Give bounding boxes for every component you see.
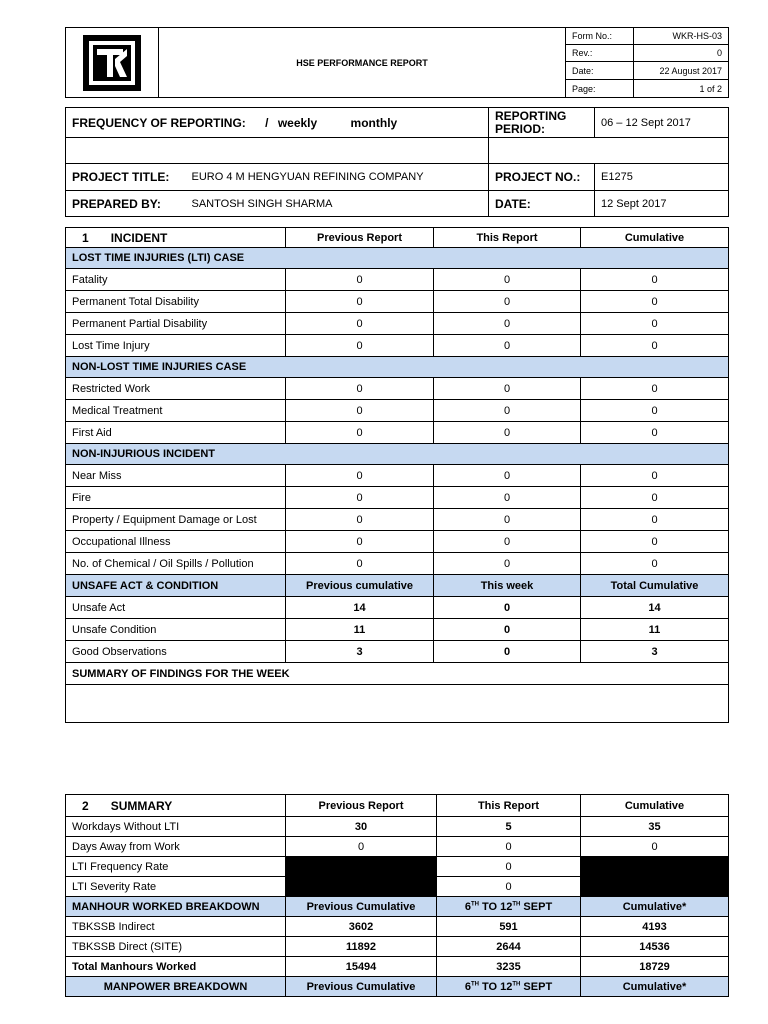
- frequency-monthly: monthly: [350, 115, 398, 130]
- table-row: [66, 817, 729, 837]
- this-value: 0: [434, 641, 581, 663]
- report-title: HSE PERFORMANCE REPORT: [159, 28, 566, 98]
- project-info: [65, 107, 728, 216]
- this-value: 0: [434, 487, 581, 509]
- this-value: 0: [434, 465, 581, 487]
- previous-value: 0: [286, 378, 434, 400]
- table-row: [66, 531, 729, 553]
- this-value: 591: [437, 917, 581, 937]
- col-previous-cumulative: Previous Cumulative: [286, 897, 437, 917]
- frequency-label: FREQUENCY OF REPORTING:: [72, 115, 246, 130]
- table-row: [66, 937, 729, 957]
- incident-header-row: [66, 228, 729, 248]
- summary-title: SUMMARY: [110, 798, 173, 813]
- col-cumulative-star: Cumulative*: [581, 977, 729, 997]
- col-this-report: This Report: [437, 795, 581, 817]
- summary-heading: [66, 795, 286, 817]
- row-label: Property / Equipment Damage or Lost: [66, 509, 286, 531]
- previous-value: 0: [286, 509, 434, 531]
- previous-value: 11892: [286, 937, 437, 957]
- prepared-by-label: PREPARED BY:: [66, 191, 186, 217]
- this-value: 0: [434, 422, 581, 444]
- this-value: 0: [437, 877, 581, 897]
- row-label: Permanent Total Disability: [66, 291, 286, 313]
- cumulative-value: 14: [581, 597, 729, 619]
- this-value: 5: [437, 817, 581, 837]
- cumulative-value: [581, 877, 729, 897]
- company-logo-icon: [83, 35, 141, 91]
- previous-value: 0: [286, 269, 434, 291]
- cumulative-value: 0: [581, 291, 729, 313]
- page-value: 1 of 2: [634, 80, 729, 98]
- table-row: [66, 422, 729, 444]
- table-row: [66, 553, 729, 575]
- cumulative-value: 3: [581, 641, 729, 663]
- this-value: 0: [434, 291, 581, 313]
- this-value: 0: [434, 269, 581, 291]
- period-text: TH: [470, 980, 479, 987]
- findings-label-row: [66, 663, 729, 685]
- manpower-header-row: [66, 977, 729, 997]
- table-row: [66, 837, 729, 857]
- this-value: 0: [434, 400, 581, 422]
- row-label: Restricted Work: [66, 378, 286, 400]
- table-row: [66, 917, 729, 937]
- company-logo: [72, 35, 152, 91]
- this-value: 0: [434, 619, 581, 641]
- this-value: 0: [437, 837, 581, 857]
- summary-findings-box: [66, 685, 729, 723]
- row-label: Permanent Partial Disability: [66, 313, 286, 335]
- this-value: 0: [434, 378, 581, 400]
- date-info-label: DATE:: [489, 191, 595, 217]
- previous-value: 3: [286, 641, 434, 663]
- project-no-value: E1275: [595, 164, 729, 191]
- previous-value: [286, 877, 437, 897]
- section-header: NON-INJURIOUS INCIDENT: [66, 444, 729, 465]
- previous-value: 0: [286, 422, 434, 444]
- table-row: [66, 619, 729, 641]
- manpower-header: MANPOWER BREAKDOWN: [66, 977, 286, 997]
- col-this-report: This Report: [434, 228, 581, 248]
- row-label: LTI Frequency Rate: [66, 857, 286, 877]
- previous-value: 0: [286, 465, 434, 487]
- row-label: TBKSSB Direct (SITE): [66, 937, 286, 957]
- cumulative-value: 35: [581, 817, 729, 837]
- cumulative-value: 0: [581, 422, 729, 444]
- previous-value: 0: [286, 291, 434, 313]
- period-text: SEPT: [520, 980, 553, 993]
- table-row: [66, 269, 729, 291]
- previous-value: 0: [286, 313, 434, 335]
- this-value: 0: [434, 597, 581, 619]
- table-row: [66, 641, 729, 663]
- section-header: NON-LOST TIME INJURIES CASE: [66, 357, 729, 378]
- date-info-value: 12 Sept 2017: [595, 191, 729, 217]
- period-text: 6: [464, 900, 471, 913]
- manhour-header-row: [66, 897, 729, 917]
- row-label: Fatality: [66, 269, 286, 291]
- cumulative-value: 0: [581, 269, 729, 291]
- col-cumulative: Cumulative: [581, 795, 729, 817]
- table-row: [66, 465, 729, 487]
- previous-value: [286, 857, 437, 877]
- col-this-week: This week: [434, 575, 581, 597]
- total-cumulative: 18729: [581, 957, 729, 977]
- row-label: Days Away from Work: [66, 837, 286, 857]
- col-previous-cumulative: Previous cumulative: [286, 575, 434, 597]
- summary-header-row: [66, 795, 729, 817]
- reporting-period-value: 06 – 12 Sept 2017: [595, 108, 729, 138]
- incident-number: 1: [82, 230, 89, 245]
- frequency-mark: /: [265, 115, 269, 130]
- manhour-header: MANHOUR WORKED BREAKDOWN: [66, 897, 286, 917]
- incident-section: [65, 227, 728, 723]
- col-cumulative-star: Cumulative*: [581, 897, 729, 917]
- cumulative-value: 0: [581, 313, 729, 335]
- project-no-label: PROJECT NO.:: [489, 164, 595, 191]
- row-label: Fire: [66, 487, 286, 509]
- incident-title: INCIDENT: [110, 230, 168, 245]
- col-previous-report: Previous Report: [286, 795, 437, 817]
- section-header-row: [66, 248, 729, 269]
- this-value: 0: [434, 531, 581, 553]
- table-row: [66, 400, 729, 422]
- cumulative-value: 0: [581, 378, 729, 400]
- total-row: [66, 957, 729, 977]
- col-previous-cumulative: Previous Cumulative: [286, 977, 437, 997]
- previous-value: 0: [286, 400, 434, 422]
- col-cumulative: Cumulative: [581, 228, 729, 248]
- previous-value: 0: [286, 335, 434, 357]
- period-text: TH: [512, 900, 521, 907]
- cumulative-value: 0: [581, 837, 729, 857]
- col-total-cumulative: Total Cumulative: [581, 575, 729, 597]
- table-row: [66, 378, 729, 400]
- findings-box-row: [66, 685, 729, 723]
- row-label: TBKSSB Indirect: [66, 917, 286, 937]
- unsafe-header: UNSAFE ACT & CONDITION: [66, 575, 286, 597]
- rev-value: 0: [634, 45, 729, 62]
- form-header: [65, 27, 728, 97]
- previous-value: 0: [286, 531, 434, 553]
- section-header-row: [66, 357, 729, 378]
- prepared-by-value: SANTOSH SINGH SHARMA: [186, 191, 489, 217]
- previous-value: 0: [286, 553, 434, 575]
- row-label: LTI Severity Rate: [66, 877, 286, 897]
- summary-findings-label: SUMMARY OF FINDINGS FOR THE WEEK: [66, 663, 729, 685]
- logo-cell: [66, 28, 159, 98]
- previous-value: 11: [286, 619, 434, 641]
- incident-heading: [66, 228, 286, 248]
- table-row: [66, 509, 729, 531]
- form-no-label: Form No.:: [566, 28, 634, 45]
- project-title-label: PROJECT TITLE:: [66, 164, 186, 191]
- this-value: 0: [437, 857, 581, 877]
- col-previous-report: Previous Report: [286, 228, 434, 248]
- period-text: TO 12: [478, 900, 513, 913]
- cumulative-value: 11: [581, 619, 729, 641]
- row-label: No. of Chemical / Oil Spills / Pollution: [66, 553, 286, 575]
- reporting-period-label: REPORTING PERIOD:: [489, 108, 595, 138]
- row-label: Occupational Illness: [66, 531, 286, 553]
- total-this: 3235: [437, 957, 581, 977]
- total-previous: 15494: [286, 957, 437, 977]
- previous-value: 0: [286, 487, 434, 509]
- row-label: First Aid: [66, 422, 286, 444]
- table-row: [66, 857, 729, 877]
- col-period: [437, 897, 581, 917]
- cumulative-value: 4193: [581, 917, 729, 937]
- cumulative-value: 0: [581, 553, 729, 575]
- this-value: 2644: [437, 937, 581, 957]
- frequency-row: [66, 108, 489, 138]
- row-label: Near Miss: [66, 465, 286, 487]
- date-label: Date:: [566, 62, 634, 80]
- period-text: TH: [512, 980, 521, 987]
- period-text: TO 12: [478, 980, 513, 993]
- table-row: [66, 313, 729, 335]
- summary-section: [65, 794, 728, 996]
- row-label: Lost Time Injury: [66, 335, 286, 357]
- row-label: Good Observations: [66, 641, 286, 663]
- cumulative-value: 0: [581, 465, 729, 487]
- summary-number: 2: [82, 798, 89, 813]
- col-period: [437, 977, 581, 997]
- row-label: Unsafe Act: [66, 597, 286, 619]
- section-header: LOST TIME INJURIES (LTI) CASE: [66, 248, 729, 269]
- blank-row-left: [66, 138, 489, 164]
- cumulative-value: [581, 857, 729, 877]
- previous-value: 14: [286, 597, 434, 619]
- previous-value: 30: [286, 817, 437, 837]
- form-no-value: WKR-HS-03: [634, 28, 729, 45]
- date-value: 22 August 2017: [634, 62, 729, 80]
- period-text: TH: [470, 900, 479, 907]
- row-label: Unsafe Condition: [66, 619, 286, 641]
- cumulative-value: 0: [581, 531, 729, 553]
- cumulative-value: 0: [581, 400, 729, 422]
- this-value: 0: [434, 553, 581, 575]
- row-label: Workdays Without LTI: [66, 817, 286, 837]
- unsafe-header-row: [66, 575, 729, 597]
- table-row: [66, 335, 729, 357]
- frequency-weekly: weekly: [277, 115, 318, 130]
- cumulative-value: 14536: [581, 937, 729, 957]
- blank-row-right: [489, 138, 729, 164]
- period-text: 6: [464, 980, 471, 993]
- table-row: [66, 877, 729, 897]
- total-label: Total Manhours Worked: [66, 957, 286, 977]
- project-title-value: EURO 4 M HENGYUAN REFINING COMPANY: [186, 164, 489, 191]
- rev-label: Rev.:: [566, 45, 634, 62]
- previous-value: 3602: [286, 917, 437, 937]
- this-value: 0: [434, 313, 581, 335]
- cumulative-value: 0: [581, 509, 729, 531]
- row-label: Medical Treatment: [66, 400, 286, 422]
- table-row: [66, 291, 729, 313]
- this-value: 0: [434, 335, 581, 357]
- cumulative-value: 0: [581, 487, 729, 509]
- cumulative-value: 0: [581, 335, 729, 357]
- previous-value: 0: [286, 837, 437, 857]
- table-row: [66, 597, 729, 619]
- section-header-row: [66, 444, 729, 465]
- page-label: Page:: [566, 80, 634, 98]
- table-row: [66, 487, 729, 509]
- period-text: SEPT: [520, 900, 553, 913]
- this-value: 0: [434, 509, 581, 531]
